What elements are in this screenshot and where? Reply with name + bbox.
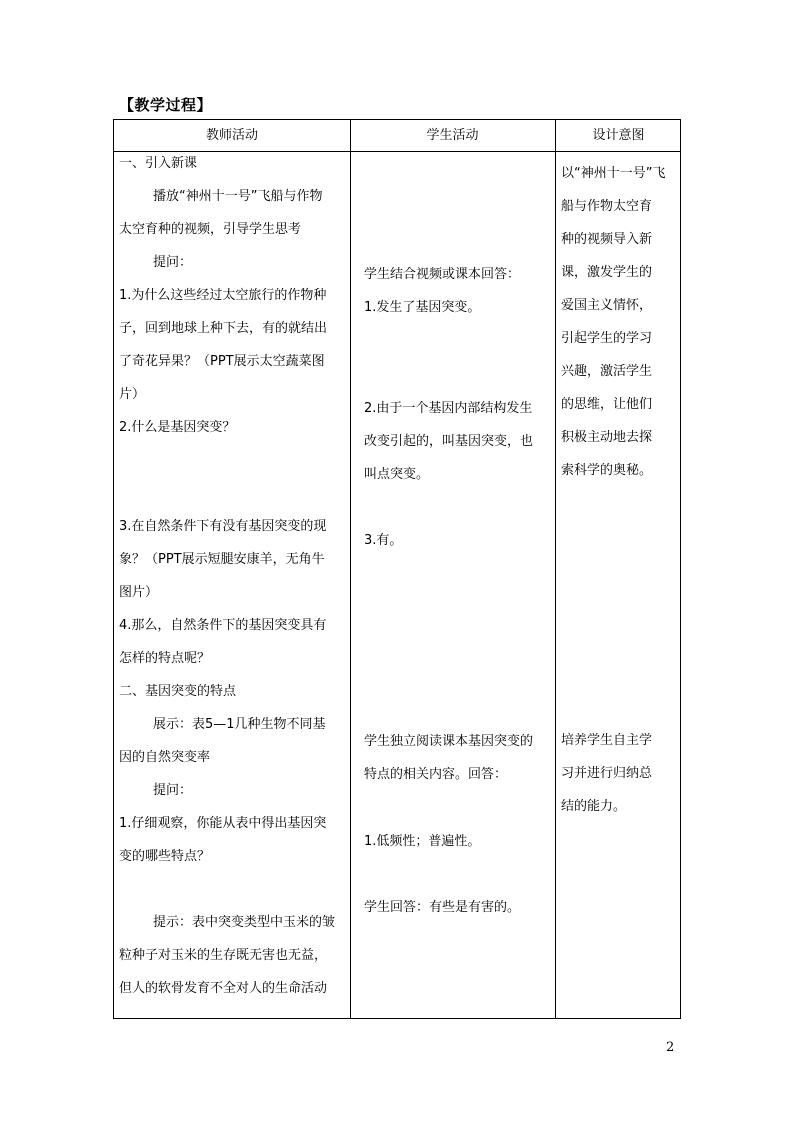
intent-line: 习并进行归纳总 — [561, 766, 653, 781]
teacher-line: 子，回到地球上种下去，有的就结出 — [119, 321, 328, 336]
student-line: 1.发生了基因突变。 — [364, 300, 481, 315]
teacher-line: 展示：表5—1几种生物不同基 — [153, 717, 326, 732]
teacher-line: 2.什么是基因突变？ — [119, 420, 236, 435]
column-divider — [350, 120, 351, 1018]
student-line: 叫点突变。 — [364, 467, 430, 482]
intent-line: 课，激发学生的 — [561, 265, 653, 280]
student-answer-block — [364, 258, 520, 324]
intent-line: 索科学的奥秘。 — [561, 463, 653, 478]
teacher-line — [119, 477, 335, 510]
teacher-line: 提示：表中突变类型中玉米的皱 — [153, 915, 336, 930]
teacher-line: 了奇花异果？（PPT展示太空蔬菜图 — [119, 354, 325, 369]
student-line: 改变引起的，叫基因突变，也 — [364, 434, 534, 449]
header-student-activity: 学生活动 — [426, 128, 479, 143]
teacher-line: 变的哪些特点？ — [119, 849, 211, 864]
intent-line: 的思维，让他们 — [561, 397, 653, 412]
teacher-line: 象？（PPT展示短腿安康羊，无角牛 — [119, 552, 325, 567]
teacher-line: 提问： — [153, 255, 193, 270]
student-line: 学生独立阅读课本基因突变的 — [364, 734, 534, 749]
intent-line: 引起学生的学习 — [561, 331, 653, 346]
design-intent-block — [561, 157, 665, 487]
intent-line: 以“神州十一号”飞 — [561, 166, 666, 181]
student-line: 2.由于一个基因内部结构发生 — [364, 401, 533, 416]
teacher-line: 因的自然突变率 — [119, 750, 211, 765]
intent-line: 培养学生自主学 — [561, 733, 653, 748]
teacher-line: 一、引入新课 — [119, 156, 198, 171]
page-number: 2 — [666, 1040, 675, 1055]
teacher-line: 提问： — [153, 783, 193, 798]
intent-line: 船与作物太空育 — [561, 199, 653, 214]
teacher-line — [119, 444, 335, 477]
student-answer-block — [364, 725, 533, 791]
section-heading: 【教学过程】 — [119, 96, 213, 114]
teacher-line: 太空育种的视频，引导学生思考 — [119, 222, 302, 237]
teacher-line: 粒种子对玉米的生存既无害也无益， — [119, 948, 328, 963]
student-answer-block — [364, 524, 402, 557]
teacher-line: 4.那么，自然条件下的基因突变具有 — [119, 618, 327, 633]
teacher-line: 片） — [119, 387, 146, 402]
teacher-line: 但人的软骨发育不全对人的生命活动 — [119, 981, 328, 996]
header-teacher-activity: 教师活动 — [205, 128, 258, 143]
student-line: 1.低频性；普遍性。 — [364, 834, 481, 849]
teacher-line: 图片） — [119, 585, 159, 600]
teacher-line: 播放“神州十一号”飞船与作物 — [153, 189, 323, 204]
intent-line: 兴趣，激活学生 — [561, 364, 653, 379]
teacher-line: 1.仔细观察，你能从表中得出基因突 — [119, 816, 327, 831]
teacher-activity-cell — [119, 147, 335, 1005]
intent-line: 结的能力。 — [561, 799, 627, 814]
intent-line: 积极主动地去探 — [561, 430, 653, 445]
student-answer-block — [364, 891, 520, 924]
intent-line: 种的视频导入新 — [561, 232, 653, 247]
student-answer-block — [364, 392, 533, 491]
student-line: 学生回答：有些是有害的。 — [364, 900, 521, 915]
header-design-intent: 设计意图 — [592, 128, 645, 143]
lesson-table — [113, 119, 681, 1019]
student-line: 学生结合视频或课本回答： — [364, 267, 521, 282]
teacher-line: 1.为什么这些经过太空旅行的作物种 — [119, 288, 327, 303]
student-line: 特点的相关内容。回答： — [364, 767, 508, 782]
intent-line: 爱国主义情怀， — [561, 298, 653, 313]
teacher-line: 怎样的特点呢？ — [119, 651, 211, 666]
design-intent-block — [561, 724, 652, 823]
teacher-line: 3.在自然条件下有没有基因突变的现 — [119, 519, 327, 534]
student-answer-block — [364, 825, 480, 858]
student-line: 3.有。 — [364, 533, 403, 548]
teacher-line: 二、基因突变的特点 — [119, 684, 237, 699]
teacher-line — [119, 873, 335, 906]
column-divider — [555, 120, 556, 1018]
